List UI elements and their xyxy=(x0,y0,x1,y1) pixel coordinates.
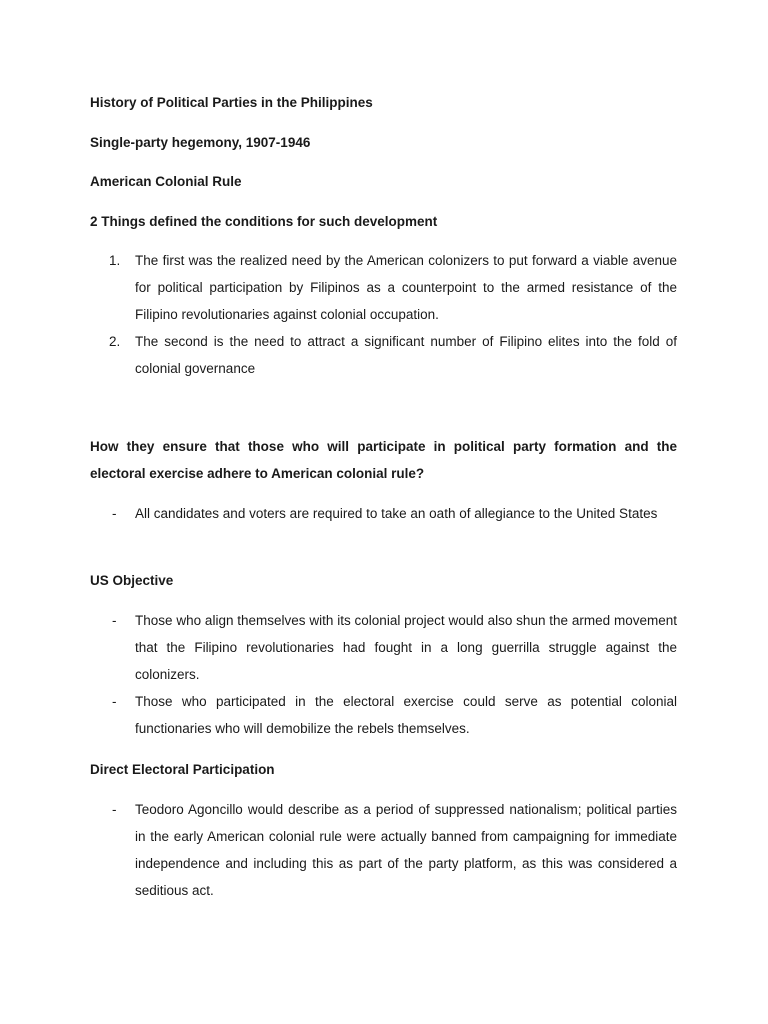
list-marker: - xyxy=(112,506,117,521)
list-item xyxy=(90,500,677,527)
list-marker: - xyxy=(112,802,117,817)
document-subtitle: Single-party hegemony, 1907-1946 xyxy=(90,135,311,150)
direct-list xyxy=(90,796,677,904)
list-item xyxy=(90,796,677,904)
list-item-text: Those who participated in the electoral exercise could serve as potential colonial functionaries who will demobilize the rebels themselves. xyxy=(135,694,677,736)
question-list xyxy=(90,500,677,527)
list-item-text: The second is the need to attract a significant number of Filipino elites into the fold of colonial governance xyxy=(135,334,677,376)
document-title: History of Political Parties in the Philippines xyxy=(90,95,373,110)
section-heading-us-objective: US Objective xyxy=(90,573,174,588)
list-item-text: The first was the realized need by the American colonizers to put forward a viable avenue for political participation by Filipinos as a counterpoint to the armed resistance of the Filipino revolutionaries against colonial occupation. xyxy=(135,253,677,322)
objective-list xyxy=(90,607,677,742)
list-item xyxy=(90,247,677,328)
list-item xyxy=(90,328,677,382)
section-heading-direct-electoral: Direct Electoral Participation xyxy=(90,762,275,777)
list-item-text: Teodoro Agoncillo would describe as a period of suppressed nationalism; political parties in the early American colonial rule were actually banned from campaigning for immediate independence and including this as part of the party platform, as this was considered a seditious act. xyxy=(135,802,677,898)
section-heading-colonial-rule: American Colonial Rule xyxy=(90,174,242,189)
conditions-list xyxy=(90,247,677,382)
list-marker: 1. xyxy=(109,253,121,268)
section-heading-conditions: 2 Things defined the conditions for such development xyxy=(90,214,438,229)
list-marker: - xyxy=(112,613,117,628)
list-marker: - xyxy=(112,694,117,709)
list-marker: 2. xyxy=(109,334,121,349)
list-item-text: All candidates and voters are required to take an oath of allegiance to the United States xyxy=(135,506,658,521)
list-item-text: Those who align themselves with its colonial project would also shun the armed movement that the Filipino revolutionaries had fought in a long guerrilla struggle against the colonizers. xyxy=(135,613,677,682)
list-item xyxy=(90,607,677,688)
question-heading: How they ensure that those who will participate in political party formation and the electoral exercise adhere to American colonial rule? xyxy=(90,439,677,481)
list-item xyxy=(90,688,677,742)
